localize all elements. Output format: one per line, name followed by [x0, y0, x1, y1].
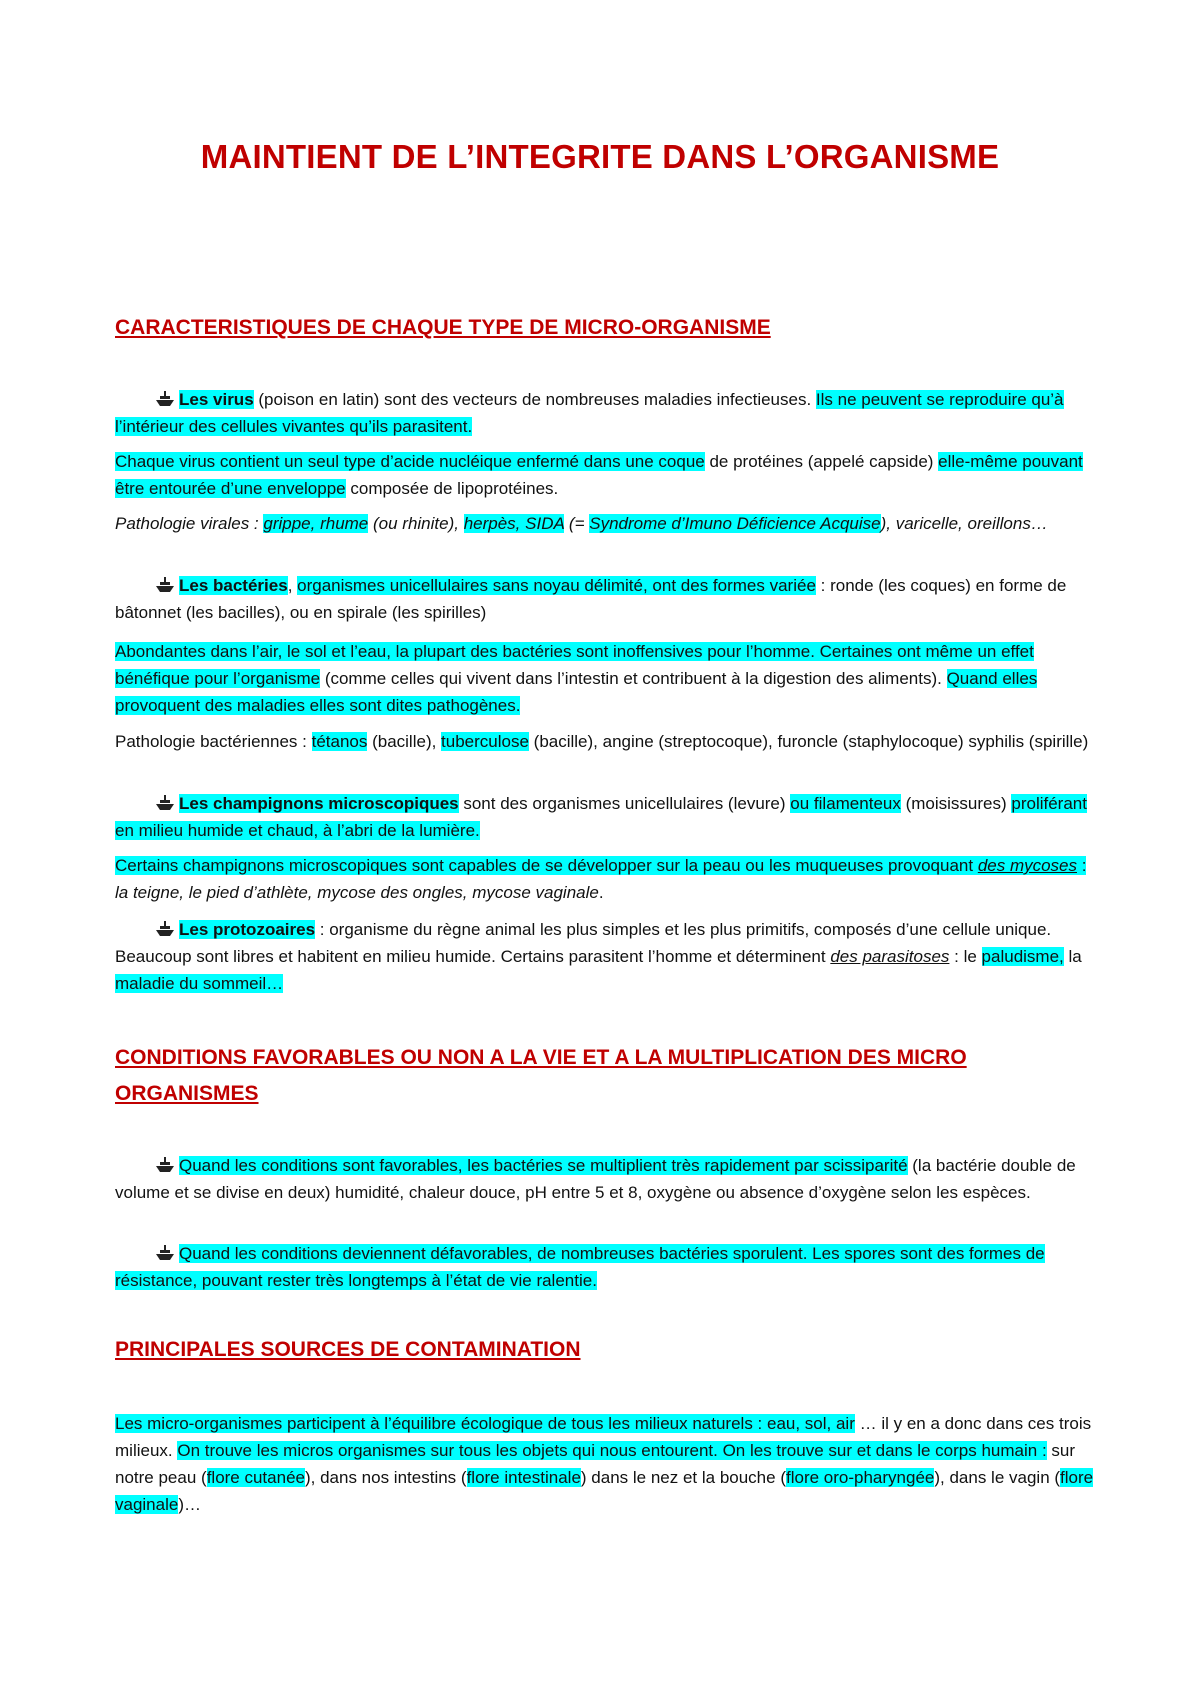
paragraph-bacteria-pathologies: Pathologie bactériennes : tétanos (bacille), tuberculose (bacille), angine (streptocoque), furoncle (staphylocoque) syphilis (spirille) [115, 732, 1089, 751]
page-title: MAINTIENT DE L’INTEGRITE DANS L’ORGANISME [200, 138, 1000, 175]
term-virus: Les virus [179, 390, 254, 409]
ship-icon [155, 792, 175, 808]
paragraph-virus-structure: Chaque virus contient un seul type d’acide nucléique enfermé dans une coque de protéines (appelé capside) elle-même pouvant être entourée d’une enveloppe composée de lipoprotéines. [115, 452, 1083, 498]
term-protozoa: Les protozoaires [179, 920, 316, 939]
term-bacteria: Les bactéries [179, 576, 288, 595]
paragraph-unfavorable-conditions: Quand les conditions deviennent défavorables, de nombreuses bactéries sporulent. Les spores sont des formes de résistance, pouvant rester très longtemps à l’état de vie ralentie. [115, 1244, 1045, 1290]
paragraph-bacteria: Les bactéries, organismes unicellulaires sans noyau délimité, ont des formes variée : ronde (les coques) en forme de bâtonnet (les bacilles), ou en spirale (les spirilles) [115, 576, 1067, 622]
ship-icon [155, 918, 175, 934]
paragraph-virus-pathologies: Pathologie virales : grippe, rhume (ou rhinite), herpès, SIDA (= Syndrome d’Imuno Déficience Acquise), varicelle, oreillons… [115, 514, 1048, 533]
section-heading-characteristics: CARACTERISTIQUES DE CHAQUE TYPE DE MICRO-ORGANISME [115, 316, 771, 339]
paragraph-virus: Les virus (poison en latin) sont des vecteurs de nombreuses maladies infectieuses. Ils ne peuvent se reproduire qu’à l’intérieur des cellules vivantes qu’ils parasitent. [115, 390, 1064, 436]
section-heading-conditions: CONDITIONS FAVORABLES OU NON A LA VIE ET A LA MULTIPLICATION DES MICRO ORGANISMES [115, 1046, 967, 1105]
ship-icon [155, 1242, 175, 1258]
ship-icon [155, 1154, 175, 1170]
ship-icon [155, 388, 175, 404]
paragraph-fungi: Les champignons microscopiques sont des organismes unicellulaires (levure) ou filamenteux (moisissures) proliférant en milieu humide et chaud, à l’abri de la lumière. [115, 794, 1087, 840]
section-heading-contamination: PRINCIPALES SOURCES DE CONTAMINATION [115, 1338, 581, 1361]
paragraph-contamination-sources: Les micro-organismes participent à l’équilibre écologique de tous les milieux naturels : eau, sol, air … il y en a donc dans ces trois milieux. On trouve les micros organismes sur tous les objets qui nous entourent. On les trouve sur et dans le corps humain : sur notre peau (flore cutanée), dans nos intestins (flore intestinale) dans le nez et la bouche (flore oro-pharyngée), dans le vagin (flore vaginale)… [115, 1414, 1094, 1514]
paragraph-fungi-mycoses: Certains champignons microscopiques sont capables de se développer sur la peau ou les muqueuses provoquant des mycoses : la teigne, le pied d’athlète, mycose des ongles, mycose vaginale. [115, 856, 1087, 902]
paragraph-bacteria-habitat: Abondantes dans l’air, le sol et l’eau, la plupart des bactéries sont inoffensives pour l’homme. Certaines ont même un effet bénéfique pour l’organisme (comme celles qui vivent dans l’intestin et contribuent à la digestion des aliments). Quand elles provoquent des maladies elles sont dites pathogènes. [115, 642, 1038, 715]
ship-icon [155, 574, 175, 590]
paragraph-protozoa: Les protozoaires : organisme du règne animal les plus simples et les plus primitifs, composés d’une cellule unique. Beaucoup sont libres et habitent en milieu humide. Certains parasitent l’homme et déterminent des parasitoses : le paludisme, la maladie du sommeil… [115, 920, 1082, 993]
paragraph-favorable-conditions: Quand les conditions sont favorables, les bactéries se multiplient très rapidement par scissiparité (la bactérie double de volume et se divise en deux) humidité, chaleur douce, pH entre 5 et 8, oxygène ou absence d’oxygène selon les espèces. [115, 1156, 1076, 1202]
term-fungi: Les champignons microscopiques [179, 794, 459, 813]
